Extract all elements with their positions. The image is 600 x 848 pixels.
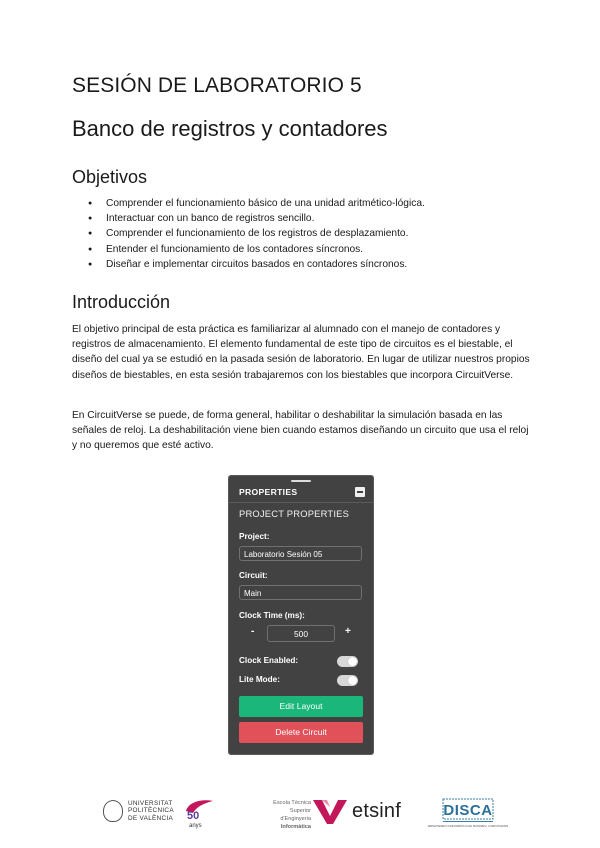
circuit-name-field[interactable]: Main [239, 585, 362, 600]
upv-seal-logo [103, 800, 123, 822]
upv-line: DE VALÈNCIA [128, 814, 174, 822]
introduction-heading: Introducción [72, 292, 171, 312]
delete-circuit-button[interactable]: Delete Circuit [239, 722, 363, 743]
toggle-knob [348, 676, 357, 685]
disca-logo [427, 798, 509, 830]
svg-text:50: 50 [187, 810, 200, 822]
list-item: ● Interactuar con un banco de registros sencillo. [72, 211, 532, 226]
objectives-heading: Objetivos [72, 167, 148, 187]
anniversary-text: anys [189, 823, 202, 829]
lite-mode-toggle[interactable] [337, 675, 358, 686]
etsi-school-name [259, 799, 311, 831]
intro-paragraph-2: En CircuitVerse se puede, de forma general, habilitar o deshabilitar la simulación basada en las señales de reloj. La deshabilitación viene bien cuando estamos diseñando un circuito que usa el reloj y no queremos que esté activo. [72, 410, 529, 452]
increment-button[interactable]: + [345, 626, 351, 637]
panel-title: PROPERTIES [239, 487, 298, 497]
list-item: ● Entender el funcionamiento de los contadores síncronos. [72, 242, 532, 257]
circuit-label: Circuit: [239, 571, 268, 580]
upv-wordmark [128, 800, 174, 822]
clock-enabled-toggle[interactable] [337, 656, 358, 667]
anniversary-logo [183, 797, 217, 829]
divider [229, 502, 373, 503]
upv-line: POLITÈCNICA [128, 807, 174, 815]
intro-paragraph-1: El objetivo principal de esta práctica es familiarizar al alumnado con el manejo de contadores y registros de almacenamiento. El elemento fundamental de este tipo de circuitos es el biestable, el diseño del cual ya se estudió en la pasada sesión de laboratorio. En lugar de utilizar nuestros propios diseños de biestables, en esta sesión trabajaremos con los biestables que incorpora CircuitVerse. [72, 324, 530, 381]
etsi-line: Informàtica [280, 824, 311, 830]
toggle-knob [348, 657, 357, 666]
edit-layout-button[interactable]: Edit Layout [239, 696, 363, 717]
etsinf-wordmark: etsinf [352, 800, 402, 822]
lite-mode-label: Lite Mode: [239, 675, 280, 684]
disca-subtext: DEPARTAMENT D'INFORMÀTICA DE SISTEMES I COMPUTADORS [427, 825, 509, 828]
clock-enabled-label: Clock Enabled: [239, 656, 299, 665]
etsi-line: Superior d'Enginyeria [280, 808, 311, 822]
session-subtitle: Banco de registros y contadores [72, 116, 388, 141]
project-label: Project: [239, 532, 270, 541]
etsinf-v-logo [313, 798, 347, 824]
decrement-button[interactable]: - [251, 626, 255, 637]
objectives-list [72, 196, 532, 272]
project-name-field[interactable]: Laboratorio Sesión 05 [239, 546, 362, 561]
session-title: SESIÓN DE LABORATORIO 5 [72, 74, 362, 97]
disca-text: DISCA [443, 802, 493, 819]
properties-panel [228, 475, 374, 755]
list-item: ● Comprender el funcionamiento de los registros de desplazamiento. [72, 226, 532, 241]
clock-time-label: Clock Time (ms): [239, 611, 305, 620]
list-item: ● Comprender el funcionamiento básico de una unidad aritmético-lógica. [72, 196, 532, 211]
list-item: ● Diseñar e implementar circuitos basados en contadores síncronos. [72, 257, 532, 272]
minimize-icon[interactable] [355, 487, 365, 497]
clock-time-field[interactable]: 500 [267, 625, 335, 642]
upv-line: UNIVERSITAT [128, 800, 173, 807]
etsi-line: Escola Tècnica [273, 800, 311, 806]
drag-handle[interactable] [291, 480, 311, 482]
section-title: PROJECT PROPERTIES [239, 508, 350, 519]
